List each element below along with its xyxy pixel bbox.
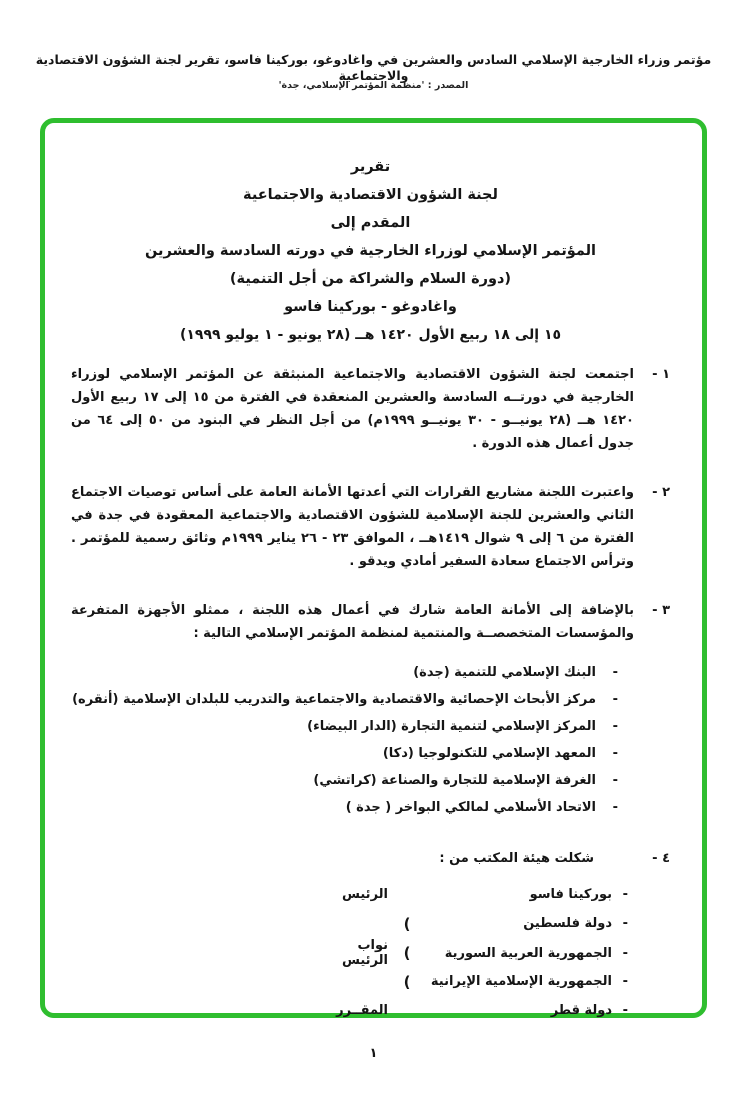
bureau-role: نواب الرئيس — [342, 938, 388, 968]
report-title-line: واغادوغو - بوركينا فاسو — [284, 299, 457, 315]
bureau-country: الجمهورية الإسلامية الإيرانية — [430, 974, 612, 989]
org-list-item — [71, 659, 618, 686]
report-title-line: تقرير — [350, 159, 391, 175]
bureau-bracket: ( — [403, 944, 411, 962]
paragraph-number: ٢ - — [652, 485, 670, 500]
org-item-text: الغرفة الإسلامية للتجارة والصناعة (كراتشي) — [313, 773, 596, 788]
bureau-country: دولة قطر — [550, 1003, 612, 1018]
org-list-item — [71, 794, 618, 821]
org-item-text: البنك الإسلامي للتنمية (جدة) — [413, 665, 596, 680]
green-border-frame — [40, 118, 707, 1018]
bureau-country: بوركينا فاسو — [529, 887, 612, 902]
paragraph-text: شكلت هيئة المكتب من : — [439, 851, 594, 866]
organizations-list — [71, 659, 618, 821]
dash-marker: - — [612, 746, 618, 761]
report-title-line: المؤتمر الإسلامي لوزراء الخارجية في دورته السادسة والعشرين — [144, 243, 597, 259]
org-list-item — [71, 713, 618, 740]
numbered-paragraph-2 — [71, 481, 670, 573]
bureau-bracket: ( — [403, 972, 411, 991]
report-title-line: لجنة الشؤون الاقتصادية والاجتماعية — [243, 187, 498, 203]
dash-marker: - — [612, 665, 618, 680]
dash-marker: - — [612, 719, 618, 734]
org-item-text: المركز الإسلامي لتنمية التجارة (الدار البيضاء) — [307, 719, 596, 734]
source-note: المصدر : 'منظمة المؤتمر الإسلامي، جدة' — [278, 80, 469, 91]
bureau-row — [308, 938, 628, 967]
dash-marker: - — [622, 974, 628, 989]
org-item-text: مركز الأبحاث الإحصائية والاقتصادية والاجتماعية والتدريب للبلدان الإسلامية (أنقره) — [72, 692, 596, 707]
paragraph-text: واعتبرت اللجنة مشاريع القرارات التي أعدتها الأمانة العامة على أساس توصيات الاجتماع الثاني والعشرين للجنة الإسلامية للشؤون الاقتصادية والاجتماعية المعقودة في جدة في الفترة من ٦ إلى ٩ شوال ١٤١٩هــ ، الموافق ٢٣ - ٢٦ يناير ١٩٩٩م وثائق رسمية للمؤتمر . وترأس الاجتماع سعادة السفير أمادي ويدقو . — [71, 485, 635, 569]
bureau-row — [308, 880, 628, 909]
paragraph-text: اجتمعت لجنة الشؤون الاقتصادية والاجتماعية المنبثقة عن المؤتمر الإسلامي لوزراء الخارجية في دورتــه السادسة والعشرين المنعقدة في الفترة من ١٥ إلى ١٧ ربيع الأول ١٤٢٠ هــ (٢٨ يونيــو - ٣٠ يونيــو ١٩٩٩م) من أجل النظر في البنود من ٥٠ إلى ٦٤ من جدول أعمال هذه الدورة . — [71, 367, 635, 451]
dash-marker: - — [612, 773, 618, 788]
dash-marker: - — [612, 692, 618, 707]
bureau-table — [308, 880, 628, 1025]
paragraph-text: بالإضافة إلى الأمانة العامة شارك في أعمال هذه اللجنة ، ممثلو الأجهزة المتفرعة والمؤسسات المتخصصــة والمنتمية لمنظمة المؤتمر الإسلامي التالية : — [71, 603, 634, 641]
bureau-country: دولة فلسطين — [523, 916, 612, 931]
paragraph-number: ٤ - — [652, 851, 670, 866]
bureau-bracket: ( — [403, 914, 411, 933]
numbered-paragraph-4 — [71, 847, 670, 870]
dash-marker: - — [622, 916, 628, 931]
report-title-line: المقدم إلى — [330, 215, 411, 231]
dash-marker: - — [622, 945, 628, 961]
report-title-block — [71, 159, 670, 343]
bureau-row — [308, 909, 628, 938]
bureau-country: الجمهورية العربية السورية — [444, 945, 612, 961]
org-list-item — [71, 740, 618, 767]
bureau-role: المقــرر — [336, 1003, 388, 1018]
page-number: ١ — [369, 1046, 378, 1061]
bureau-role: الرئيس — [342, 887, 388, 902]
paragraph-number: ٣ - — [652, 603, 670, 618]
paragraph-number: ١ - — [652, 367, 670, 382]
org-list-item — [71, 686, 618, 713]
report-title-line: (دورة السلام والشراكة من أجل التنمية) — [229, 271, 512, 287]
bureau-row — [308, 967, 628, 996]
document-caption: مؤتمر وزراء الخارجية الإسلامي السادس والعشرين في واغادوغو، بوركينا فاسو، تقرير لجنة الشؤون الاقتصادية والاجتماعية — [35, 52, 712, 84]
paragraphs-block — [71, 363, 670, 645]
dash-marker: - — [612, 800, 618, 815]
numbered-paragraph-3 — [71, 599, 670, 645]
dash-marker: - — [622, 887, 628, 902]
org-item-text: الاتحاد الأسلامي لمالكي البواخر ( جدة ) — [345, 800, 596, 815]
bureau-row — [308, 996, 628, 1025]
org-item-text: المعهد الإسلامي للتكنولوجيا (دكا) — [382, 746, 596, 761]
report-date-line: ١٥ إلى ١٨ ربيع الأول ١٤٢٠ هــ (٢٨ يونيو - ١ يوليو ١٩٩٩) — [179, 327, 562, 343]
numbered-paragraph-1 — [71, 363, 670, 455]
dash-marker: - — [622, 1003, 628, 1018]
org-list-item — [71, 767, 618, 794]
